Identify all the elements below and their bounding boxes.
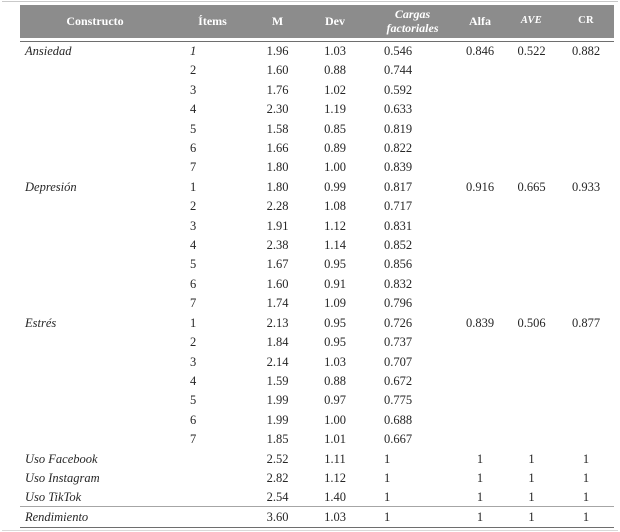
cell-item: 4 [190, 373, 197, 388]
cell-alfa [455, 255, 505, 274]
cell-carga-factorial: 0.796 [384, 296, 413, 311]
cell-mean: 1.60 [266, 63, 289, 78]
cell-cr [558, 197, 614, 216]
cell-item: 7 [190, 296, 197, 311]
cell-carga-factorial: 0.672 [384, 373, 413, 388]
page-bottom-rule [2, 530, 618, 531]
cell-carga-factorial: 0.546 [384, 44, 413, 58]
cell-ave: 1 [528, 451, 535, 466]
cell-deviation: 0.95 [324, 315, 346, 330]
cell-alfa [455, 81, 505, 100]
cell-carga-factorial: 0.832 [384, 276, 413, 291]
cell-constructo [20, 275, 170, 294]
table-row [20, 42, 614, 61]
table-row [20, 508, 614, 527]
cell-alfa [455, 158, 505, 177]
cell-ave [505, 255, 558, 274]
table-row [20, 100, 614, 119]
cell-alfa [455, 139, 505, 158]
cell-carga-factorial: 0.667 [384, 432, 413, 447]
cell-constructo [20, 217, 170, 236]
cell-deviation: 0.97 [324, 393, 346, 408]
cell-item: 2 [190, 199, 197, 214]
col-header-cargas-factoriales: Cargas factoriales [370, 5, 455, 38]
cell-cr [558, 236, 614, 255]
col-header-items: Ítems [170, 5, 255, 38]
cell-mean: 2.28 [266, 199, 289, 214]
cell-deviation: 1.12 [324, 218, 346, 233]
cell-ave [505, 81, 558, 100]
cell-item: 6 [190, 276, 197, 291]
cell-cr [558, 81, 614, 100]
cell-mean: 3.60 [266, 509, 289, 524]
cell-carga-factorial: 1 [384, 470, 391, 485]
cell-deviation: 1.03 [324, 509, 346, 524]
cell-constructo [20, 139, 170, 158]
table-row [20, 158, 614, 177]
cell-cr: 1 [582, 490, 590, 505]
cell-deviation: 1.12 [324, 470, 346, 485]
cell-constructo [20, 391, 170, 410]
cell-cr [558, 372, 614, 391]
cell-item: 3 [190, 218, 197, 233]
cell-constructo: Depresión [25, 179, 77, 194]
cell-constructo [20, 294, 170, 313]
cell-item [170, 488, 255, 507]
cell-constructo [20, 255, 170, 274]
cell-deviation: 0.95 [324, 335, 346, 350]
cell-deviation: 0.89 [324, 141, 346, 156]
table-row [20, 197, 614, 216]
cell-deviation: 1.03 [324, 44, 346, 58]
cell-deviation: 0.88 [324, 373, 346, 388]
cell-mean: 2.54 [266, 490, 289, 505]
cell-item: 1 [190, 44, 197, 58]
cell-constructo [20, 61, 170, 80]
table-row [20, 333, 614, 352]
cell-ave [505, 120, 558, 139]
cell-carga-factorial: 0.775 [384, 393, 413, 408]
cell-alfa: 1 [476, 451, 484, 466]
cell-item: 7 [190, 432, 197, 447]
cell-mean: 1.84 [266, 335, 289, 350]
cell-carga-factorial: 0.819 [384, 121, 413, 136]
cell-deviation: 1.11 [324, 451, 346, 466]
cell-cr [558, 391, 614, 410]
cell-item: 7 [190, 160, 197, 175]
cell-alfa: 0.839 [465, 315, 495, 330]
cell-constructo [20, 100, 170, 119]
cell-carga-factorial: 0.817 [384, 179, 413, 194]
col-header-ave: AVE [505, 5, 558, 38]
table-body [20, 42, 614, 527]
cell-ave [505, 430, 558, 449]
cell-mean: 1.58 [266, 121, 289, 136]
cell-carga-factorial: 0.852 [384, 238, 413, 253]
cell-item: 2 [190, 63, 197, 78]
cell-item: 3 [190, 82, 197, 97]
cell-item: 5 [190, 393, 197, 408]
cell-deviation: 1.02 [324, 82, 346, 97]
cell-deviation: 0.95 [324, 257, 346, 272]
cell-ave: 1 [528, 490, 535, 505]
cell-carga-factorial: 0.744 [384, 63, 413, 78]
cell-deviation: 1.03 [324, 354, 346, 369]
cell-item [170, 508, 255, 527]
cell-alfa [455, 61, 505, 80]
cell-mean: 1.85 [266, 432, 289, 447]
cell-constructo [20, 430, 170, 449]
cell-ave: 1 [528, 509, 535, 524]
cell-alfa [455, 353, 505, 372]
cell-constructo [20, 81, 170, 100]
cell-cr [558, 120, 614, 139]
cell-constructo [20, 158, 170, 177]
cell-deviation: 1.08 [324, 199, 346, 214]
cell-alfa [455, 391, 505, 410]
cell-cr [558, 275, 614, 294]
cell-mean: 1.99 [266, 412, 289, 427]
cell-item [170, 469, 255, 488]
col-header-m: M [255, 5, 300, 38]
cell-ave [505, 411, 558, 430]
cell-cr [558, 353, 614, 372]
table-row [20, 391, 614, 410]
cell-alfa [455, 372, 505, 391]
cell-ave [505, 294, 558, 313]
table-row [20, 314, 614, 333]
cell-cr [558, 139, 614, 158]
cell-cr [558, 100, 614, 119]
cell-deviation: 1.19 [324, 102, 346, 117]
cell-ave [505, 158, 558, 177]
cell-alfa [455, 430, 505, 449]
cell-alfa: 0.846 [465, 44, 495, 58]
cell-carga-factorial: 0.633 [384, 102, 413, 117]
cell-ave [505, 333, 558, 352]
cell-mean: 1.91 [266, 218, 289, 233]
table-bottom-rule [20, 527, 614, 528]
cell-mean: 1.60 [266, 276, 289, 291]
cell-carga-factorial: 0.688 [384, 412, 413, 427]
cell-ave [505, 100, 558, 119]
cell-constructo [20, 197, 170, 216]
table-row [20, 275, 614, 294]
cell-carga-factorial: 0.839 [384, 160, 413, 175]
stats-table [20, 42, 614, 527]
cell-cr [558, 333, 614, 352]
cell-mean: 1.59 [266, 373, 289, 388]
col-header-cr: CR [558, 5, 614, 38]
cell-mean: 2.52 [266, 451, 289, 466]
table-row [20, 488, 614, 507]
cell-constructo: Estrés [25, 315, 57, 330]
cell-item: 4 [190, 102, 197, 117]
cell-item: 5 [190, 121, 197, 136]
cell-carga-factorial: 0.717 [384, 199, 413, 214]
cell-constructo [20, 372, 170, 391]
cell-item: 2 [190, 335, 197, 350]
cell-item [170, 450, 255, 469]
cell-cr [558, 294, 614, 313]
cell-ave [505, 61, 558, 80]
table-row [20, 430, 614, 449]
cell-alfa [455, 294, 505, 313]
cell-deviation: 1.09 [324, 296, 346, 311]
cell-deviation: 0.85 [324, 121, 346, 136]
cell-ave: 0.506 [517, 315, 546, 330]
table-row [20, 469, 614, 488]
table-row [20, 294, 614, 313]
cell-alfa: 1 [476, 490, 484, 505]
cell-deviation: 0.91 [324, 276, 346, 291]
cell-item: 3 [190, 354, 197, 369]
cell-deviation: 1.01 [324, 432, 346, 447]
table-row [20, 178, 614, 197]
cell-carga-factorial: 0.707 [384, 354, 413, 369]
cell-cr: 1 [582, 451, 590, 466]
cell-constructo: Ansiedad [25, 44, 72, 58]
cell-cr [558, 255, 614, 274]
table-top-rule [2, 1, 618, 2]
cell-deviation: 1.00 [324, 160, 346, 175]
cell-constructo [20, 411, 170, 430]
cell-ave [505, 139, 558, 158]
cell-item: 4 [190, 238, 197, 253]
cell-mean: 1.67 [266, 257, 289, 272]
cell-item: 1 [190, 315, 197, 330]
cell-ave: 0.665 [517, 179, 546, 194]
cell-ave: 0.522 [517, 44, 546, 58]
cell-cr: 0.877 [571, 315, 601, 330]
cell-constructo [20, 353, 170, 372]
cell-mean: 1.66 [266, 141, 289, 156]
cell-deviation: 1.14 [324, 238, 346, 253]
cell-carga-factorial: 0.822 [384, 141, 413, 156]
cell-cr [558, 158, 614, 177]
table-row [20, 236, 614, 255]
cell-constructo: Rendimiento [25, 509, 89, 524]
table-row [20, 61, 614, 80]
cell-mean: 1.99 [266, 393, 289, 408]
cell-mean: 2.14 [266, 354, 289, 369]
cell-cr [558, 411, 614, 430]
cell-constructo [20, 236, 170, 255]
stats-table-header [20, 5, 614, 38]
cell-item: 1 [190, 179, 197, 194]
cell-alfa [455, 236, 505, 255]
pre-rendimiento-rule [20, 506, 614, 507]
cell-constructo: Uso TikTok [25, 490, 82, 505]
cell-mean: 2.82 [266, 470, 289, 485]
cell-mean: 2.38 [266, 238, 289, 253]
table-row [20, 120, 614, 139]
cell-constructo [20, 120, 170, 139]
cell-mean: 1.76 [266, 82, 289, 97]
cell-ave [505, 372, 558, 391]
cell-carga-factorial: 0.856 [384, 257, 413, 272]
cell-item: 6 [190, 412, 197, 427]
cell-ave [505, 391, 558, 410]
cell-item: 5 [190, 257, 197, 272]
cell-deviation: 0.99 [324, 179, 346, 194]
table-row [20, 139, 614, 158]
table-row [20, 372, 614, 391]
cell-deviation: 1.00 [324, 412, 346, 427]
table-row [20, 450, 614, 469]
cell-alfa [455, 411, 505, 430]
cell-deviation: 0.88 [324, 63, 346, 78]
cell-ave [505, 275, 558, 294]
cell-mean: 1.80 [266, 179, 289, 194]
table-row [20, 255, 614, 274]
cell-cr: 0.882 [571, 44, 601, 58]
cell-mean: 1.74 [266, 296, 289, 311]
cell-constructo: Uso Instagram [25, 470, 100, 485]
cell-ave [505, 236, 558, 255]
col-header-dev: Dev [300, 5, 370, 38]
cell-carga-factorial: 1 [384, 509, 391, 524]
cell-cr: 1 [582, 470, 590, 485]
table-row [20, 353, 614, 372]
cell-mean: 2.30 [266, 102, 289, 117]
cell-cr: 0.933 [571, 179, 601, 194]
cell-carga-factorial: 0.592 [384, 82, 413, 97]
cell-cr [558, 61, 614, 80]
cell-item: 6 [190, 141, 197, 156]
cell-ave [505, 217, 558, 236]
cell-cr [558, 430, 614, 449]
cell-alfa: 0.916 [465, 179, 495, 194]
col-header-alfa: Alfa [455, 5, 505, 38]
table-row [20, 81, 614, 100]
cell-cr [558, 217, 614, 236]
cell-alfa [455, 120, 505, 139]
cell-alfa [455, 100, 505, 119]
cell-alfa [455, 217, 505, 236]
col-header-constructo: Constructo [20, 5, 170, 38]
cell-carga-factorial: 1 [384, 451, 391, 466]
cell-mean: 1.80 [266, 160, 289, 175]
cell-cr: 1 [582, 509, 590, 524]
cell-alfa: 1 [476, 509, 484, 524]
table-row [20, 411, 614, 430]
cell-carga-factorial: 1 [384, 490, 391, 505]
cell-carga-factorial: 0.726 [384, 315, 413, 330]
cell-alfa: 1 [476, 470, 484, 485]
cell-constructo [20, 333, 170, 352]
cell-alfa [455, 197, 505, 216]
cell-alfa [455, 275, 505, 294]
cell-mean: 2.13 [266, 315, 289, 330]
cell-carga-factorial: 0.737 [384, 335, 413, 350]
cell-carga-factorial: 0.831 [384, 218, 413, 233]
cell-ave [505, 197, 558, 216]
cell-ave [505, 353, 558, 372]
cell-mean: 1.96 [266, 44, 289, 58]
header-row [20, 5, 614, 38]
cell-deviation: 1.40 [324, 490, 346, 505]
table-row [20, 217, 614, 236]
cell-constructo: Uso Facebook [25, 451, 98, 466]
cell-ave: 1 [528, 470, 535, 485]
cell-alfa [455, 333, 505, 352]
